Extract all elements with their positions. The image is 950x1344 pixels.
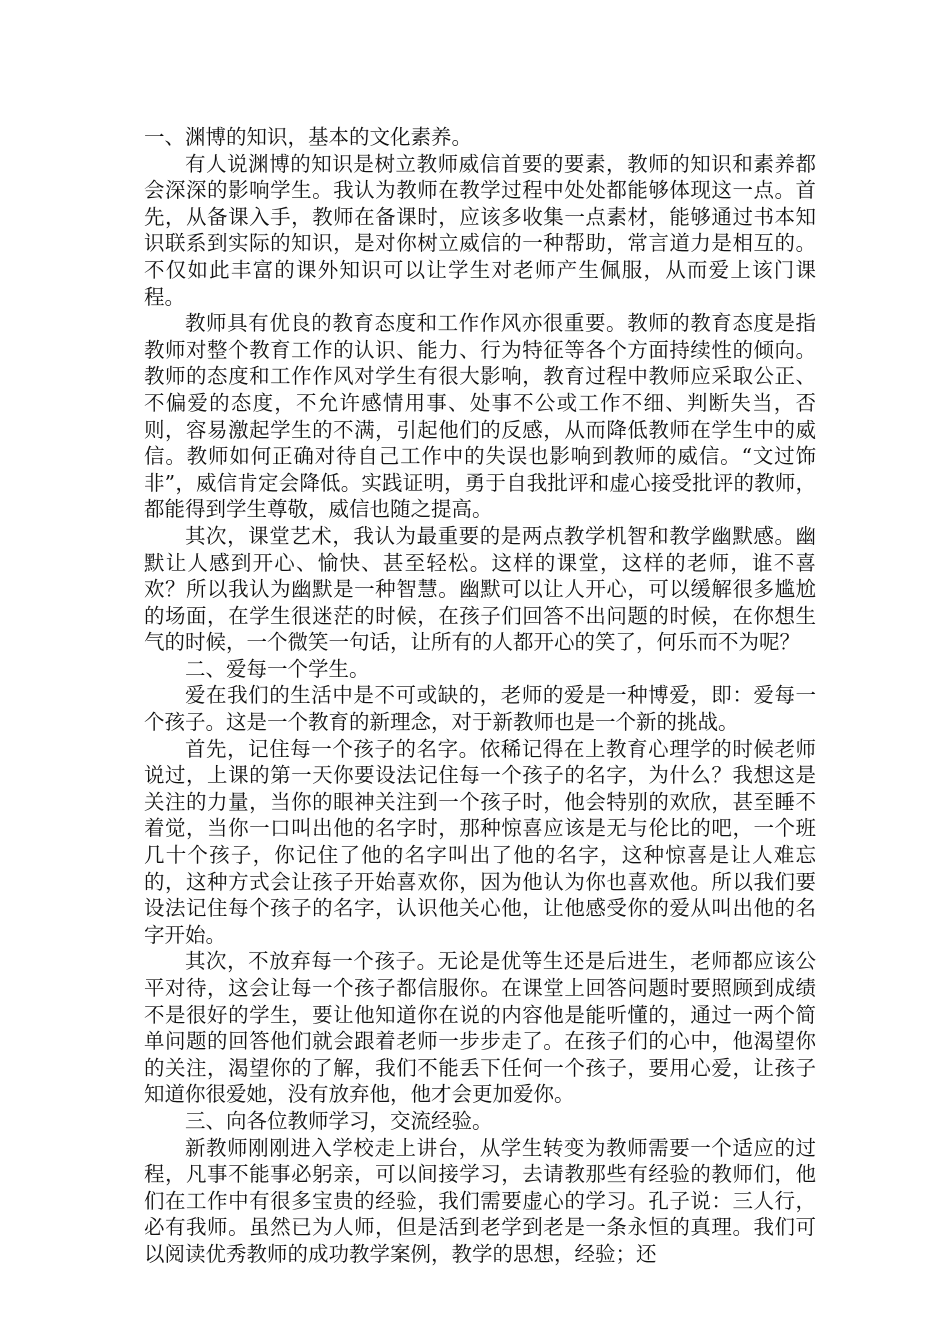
section-heading-2: 二、爱每一个学生。 [185, 656, 370, 681]
paragraph: 首先，记住每一个孩子的名字。依稀记得在上教育心理学的时候老师说过，上课的第一天你要设法记住每一个孩子的名字，为什么？我想这是关注的力量，当你的眼神关注到一个孩子时，他会特别的欢欣，甚至睡不着觉，当你一口叫出他的名字时，那种惊喜应该是无与伦比的吧，一个班几十个孩子，你记住了他的名字叫出了他的名字，这种惊喜是让人难忘的，这种方式会让孩子开始喜欢你，因为他认为你也喜欢他。所以我们要设法记住每个孩子的名字，认识他关心他，让他感受你的爱从叫出他的名字开始。 [144, 736, 816, 947]
paragraph: 其次，不放弃每一个孩子。无论是优等生还是后进生，老师都应该公平对待，这会让每一个孩子都信服你。在课堂上回答问题时要照顾到成绩不是很好的学生，要让他知道你在说的内容他是能听懂的，通过一两个简单问题的回答他们就会跟着老师一步步走了。在孩子们的心中，他渴望你的关注，渴望你的了解，我们不能丢下任何一个孩子，要用心爱，让孩子知道你很爱她，没有放弃他，他才会更加爱你。 [144, 949, 816, 1107]
section-heading-1: 一、渊博的知识，基本的文化素养。 [144, 125, 472, 149]
paragraph: 新教师刚刚进入学校走上讲台，从学生转变为教师需要一个适应的过程，凡事不能事必躬亲，可以间接学习，去请教那些有经验的教师们，他们在工作中有很多宝贵的经验，我们需要虚心的学习。孔子说：三人行，必有我师。虽然已为人师，但是活到老学到老是一条永恒的真理。我们可以阅读优秀教师的成功教学案例，教学的思想，经验；还 [144, 1135, 816, 1266]
document-body [144, 124, 816, 1268]
paragraph: 爱在我们的生活中是不可或缺的，老师的爱是一种博爱，即：爱每一个孩子。这是一个教育的新理念，对于新教师也是一个新的挑战。 [144, 683, 816, 735]
paragraph: 其次，课堂艺术，我认为最重要的是两点教学机智和教学幽默感。幽默让人感到开心、愉快、甚至轻松。这样的课堂，这样的老师，谁不喜欢？所以我认为幽默是一种智慧。幽默可以让人开心，可以缓解很多尴尬的场面，在学生很迷茫的时候，在孩子们回答不出问题的时候，在你想生气的时候，一个微笑一句话，让所有的人都开心的笑了，何乐而不为呢？ [144, 523, 816, 655]
paragraph: 教师具有优良的教育态度和工作作风亦很重要。教师的教育态度是指教师对整个教育工作的认识、能力、行为特征等各个方面持续性的倾向。教师的态度和工作作风对学生有很大影响，教育过程中教师应采取公正、不偏爱的态度，不允许感情用事、处事不公或工作不细、判断失当，否则，容易激起学生的不满，引起他们的反感，从而降低教师在学生中的威信。教师如何正确对待自己工作中的失误也影响到教师的威信。“文过饰非”，威信肯定会降低。实践证明，勇于自我批评和虚心接受批评的教师，都能得到学生尊敬，威信也随之提高。 [144, 311, 816, 522]
paragraph: 有人说渊博的知识是树立教师威信首要的要素，教师的知识和素养都会深深的影响学生。我认为教师在教学过程中处处都能够体现这一点。首先，从备课入手，教师在备课时，应该多收集一点素材，能够通过书本知识联系到实际的知识，是对你树立威信的一种帮助，常言道力是相互的。不仅如此丰富的课外知识可以让学生对老师产生佩服，从而爱上该门课程。 [144, 151, 816, 309]
section-heading-3: 三、向各位教师学习，交流经验。 [185, 1108, 493, 1133]
